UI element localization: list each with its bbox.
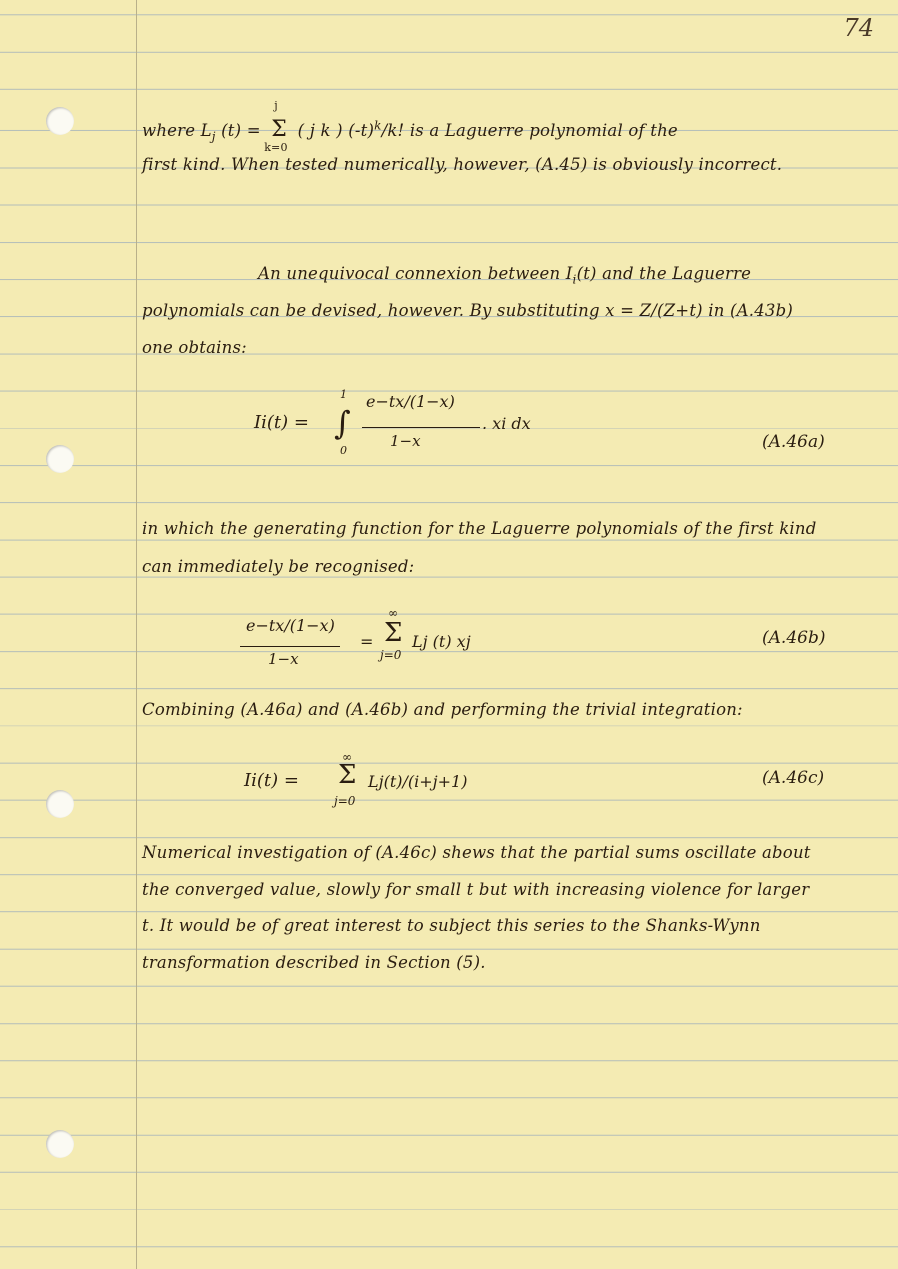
equation-a46a: Ii(t) = ∫ 1 0 e−tx/(1−x) 1−x . xi dx xyxy=(254,388,531,457)
p4-line1: Combining (A.46a) and (A.46b) and performing the trivial integration: xyxy=(142,700,743,719)
label-a46b: (A.46b) xyxy=(762,628,826,648)
p2-line1: An unequivocal connexion between $I_i(t)$ and the Laguerre xyxy=(258,264,752,287)
punch-hole xyxy=(46,445,74,473)
p5-line4: transformation described in Section (5). xyxy=(142,953,486,972)
equation-a46c: Ii(t) = Σ ∞ j=0 Lj(t)/(i+j+1) xyxy=(244,750,468,808)
punch-hole xyxy=(46,790,74,818)
label-a46c: (A.46c) xyxy=(762,768,825,788)
p5-line2: the converged value, slowly for small t but with increasing violence for larger xyxy=(142,880,810,899)
page-number: 74 xyxy=(843,14,874,42)
label-a46a: (A.46a) xyxy=(762,432,825,452)
p1-line1: where $L_j$ (t) = Σ j k=0 ( j k ) $(-t)^k/k$! is a Laguerre polynomial of the xyxy=(142,99,678,154)
equation-a46b: e−tx/(1−x) 1−x = Σ ∞ j=0 Lj (t) xj xyxy=(240,612,720,674)
p2-line3: one obtains: xyxy=(142,338,247,357)
p3-line2: can immediately be recognised: xyxy=(142,557,415,576)
punch-hole xyxy=(46,107,74,135)
p5-line1: Numerical investigation of (A.46c) shews that the partial sums oscillate about xyxy=(142,843,811,862)
p5-line3: t. It would be of great interest to subject this series to the Shanks-Wynn xyxy=(142,916,761,935)
p2-line2: polynomials can be devised, however. By substituting x = Z/(Z+t) in (A.43b) xyxy=(142,301,793,320)
p3-line1: in which the generating function for the Laguerre polynomials of the first kind xyxy=(142,519,817,538)
p1-line2: first kind. When tested numerically, however, (A.45) is obviously incorrect. xyxy=(142,155,783,174)
punch-hole xyxy=(46,1130,74,1158)
